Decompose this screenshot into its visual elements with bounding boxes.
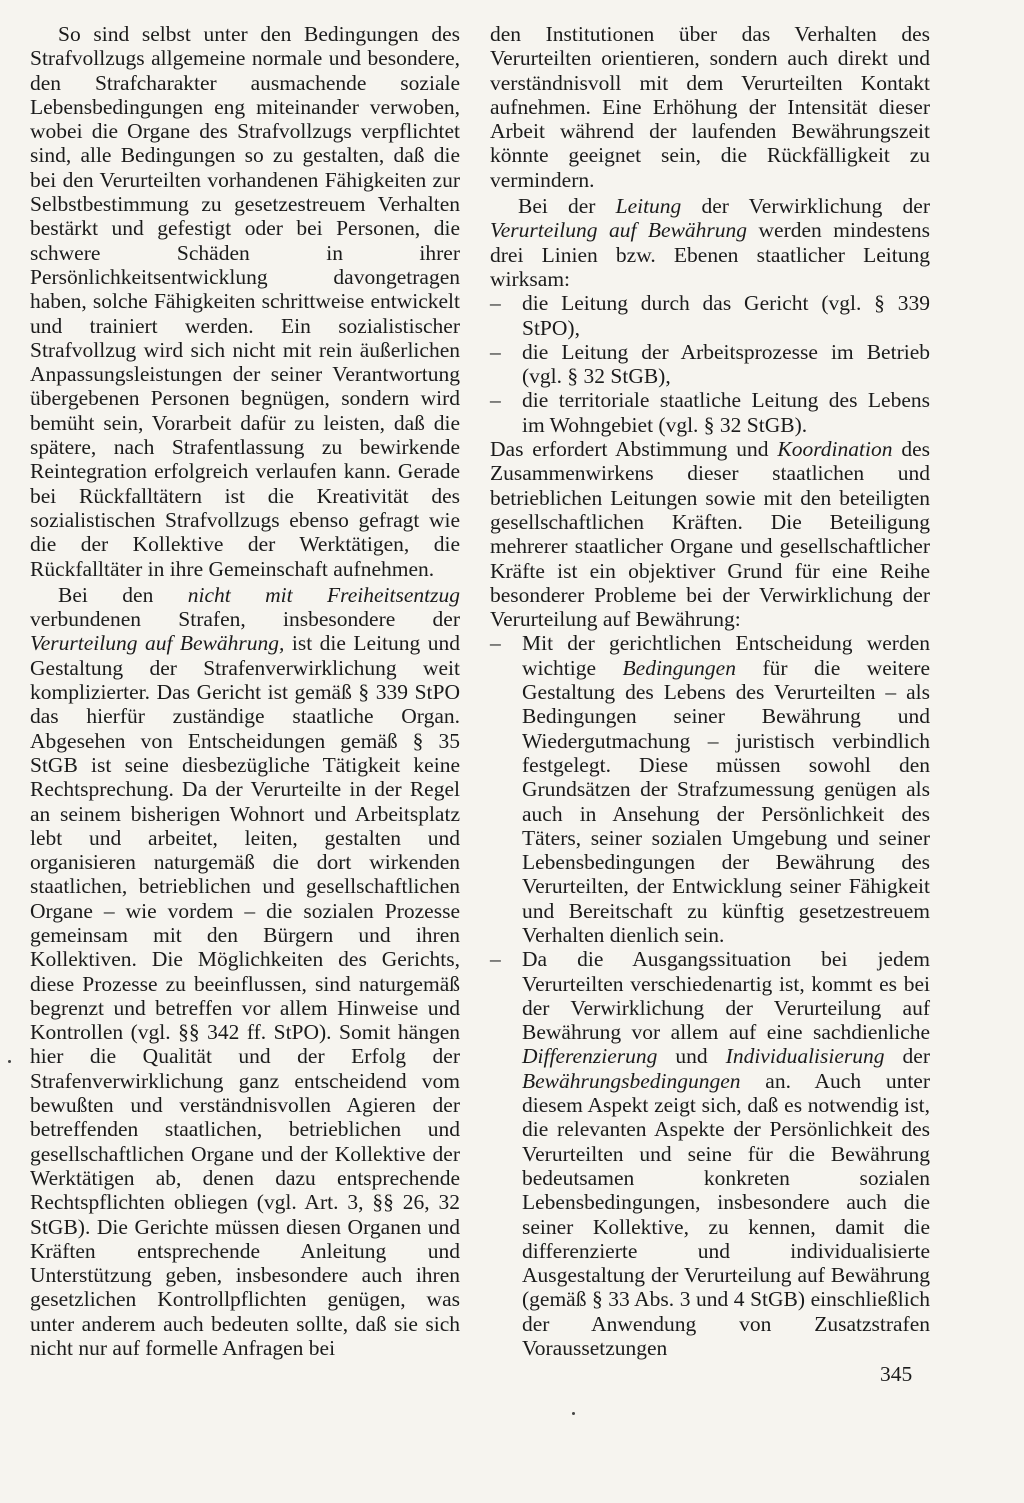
text-run: Bei der — [518, 194, 616, 219]
list-item — [490, 631, 930, 947]
emphasis: Leitung — [615, 194, 682, 219]
scan-speck — [572, 1412, 575, 1415]
text-run: des Zusammenwirkens dieser staatlichen und betrieblichen Leitungen sowie mit den beteiligten gesellschaftlichen Kräften. Die Beteiligung mehrerer staatlicher Organe und gesellschaftlicher Kräfte ist ein objektiver Grund für eine Reihe besonderer Probleme bei der Verwirklichung der Verurteilung auf Bewährung: — [490, 437, 930, 632]
text-run: der — [884, 1044, 931, 1069]
list-item — [490, 947, 930, 1360]
paragraph — [30, 583, 460, 1361]
emphasis: Verurteilung auf Bewährung — [490, 218, 748, 243]
emphasis: Bewährungsbedingungen — [522, 1068, 741, 1093]
emphasis: Individualisierung — [725, 1044, 885, 1069]
emphasis: nicht mit Freiheitsentzug — [187, 582, 461, 607]
emphasis: Differenzierung — [522, 1044, 658, 1069]
paragraph — [490, 437, 930, 631]
right-column — [490, 22, 930, 1360]
emphasis: Bedingungen — [622, 655, 736, 680]
text-run: der Verwirklichung der — [681, 194, 931, 219]
problems-list — [490, 631, 930, 1360]
emphasis: Verurteilung auf Bewährung, — [30, 631, 285, 656]
list-item: – die Leitung durch das Gericht (vgl. § 339 StPO), — [490, 291, 930, 340]
paragraph: den Institutionen über das Verhalten des Verurteilten orientieren, sondern auch direkt und verständnisvoll mit dem Verurteilten Kontakt aufnehmen. Eine Erhöhung der Intensität dieser Arbeit während der laufenden Bewährungszeit könnte geeignet sein, die Rückfälligkeit zu vermindern. — [490, 22, 930, 192]
paragraph — [490, 194, 930, 291]
text-run: für die weitere Gestaltung des Lebens des Verurteilten – als Bedingungen seiner Bewährung und Wiedergutmachung – juristisch verbindlich festgelegt. Diese müssen sowohl den Grundsätzen der Strafzumessung genügen als auch in Ansehung der Persönlichkeit des Täters, seiner sozialen Umgebung und seiner Lebensbedingungen der Bewährung des Verurteilten, der Entwicklung seiner Fähigkeit und Bereitschaft zu künftig gesetzestreuem Verhalten dienlich sein. — [522, 655, 930, 947]
text-run: verbundenen Strafen, insbesondere der — [30, 607, 460, 632]
text-run: Das erfordert Abstimmung und — [490, 437, 778, 462]
list-item: – die territoriale staatliche Leitung des Lebens im Wohngebiet (vgl. § 32 StGB). — [490, 388, 930, 437]
paragraph: So sind selbst unter den Bedingungen des Strafvollzugs allgemeine normale und besondere, den Strafcharakter ausmachende soziale Lebensbedingungen eng miteinander verwoben, wobei die Organe des Strafvollzugs verpflichtet sind, alle Bedingungen so zu gestalten, daß die bei den Verurteilten vorhandenen Fähigkeiten zur Selbstbestimmung zu gesetzestreuem Verhalten bestärkt und gefestigt oder bei Personen, die schwere Schäden in ihrer Persönlichkeitsentwicklung davongetragen haben, solche Fähigkeiten schrittweise entwickelt und trainiert werden. Ein sozialistischer Strafvollzug wird sich nicht mit rein äußerlichen Anpassungsleistungen der seiner Verantwortung übergebenen Personen begnügen, sondern wird bemüht sein, Vorarbeit dafür zu leisten, daß die spätere, nach Strafentlassung zu bewirkende Reintegration erfolgreich verlaufen kann. Gerade bei Rückfalltätern ist die Kreativität des sozialistischen Strafvollzugs ebenso gefragt wie die der Kollektive der Werktätigen, die Rückfalltäter in ihre Gemeinschaft aufnehmen. — [30, 22, 460, 581]
leadership-lines-list — [490, 291, 930, 437]
text-run: Da die Ausgangssituation bei jedem Verurteilten verschiedenartig ist, kommt es bei der Verwirklichung der Verurteilung auf Bewährung vor allem auf eine sachdienliche — [522, 947, 930, 1045]
list-item: – die Leitung der Arbeitsprozesse im Betrieb (vgl. § 32 StGB), — [490, 340, 930, 389]
scan-speck — [8, 1060, 11, 1063]
left-column — [30, 22, 460, 1360]
text-run: an. Auch unter diesem Aspekt zeigt sich, daß es notwendig ist, die relevanten Aspekte der Persönlichkeit des Verurteilten und seine für die Bewährung bedeutsamen konkreten sozialen Lebensbedingungen, insbesondere auch die seiner Kollektive, zu kennen, damit die differenzierte und individualisierte Ausgestaltung der Verurteilung auf Bewährung (gemäß § 33 Abs. 3 und 4 StGB) einschließlich der Anwendung von Zusatzstrafen Voraussetzungen — [522, 1068, 930, 1361]
text-run: ist die Leitung und Gestaltung der Strafenverwirklichung weit komplizierter. Das Gericht ist gemäß § 339 StPO das hierfür zuständige staatliche Organ. Abgesehen von Entscheidungen gemäß § 35 StGB ist seine diesbezügliche Tätigkeit keine Rechtsprechung. Da der Verurteilte in der Regel an seinem bisherigen Wohnort und Arbeitsplatz lebt und arbeitet, leiten, gestalten und organisieren naturgemäß die dort wirkenden staatlichen, betrieblichen und gesellschaftlichen Organe – wie vordem – die sozialen Prozesse gemeinsam mit den Bürgern und ihren Kollektiven. Die Möglichkeiten des Gerichts, diese Prozesse zu beeinflussen, sind naturgemäß begrenzt und betreffen vor allem Hinweise und Kontrollen (vgl. §§ 342 ff. StPO). Somit hängen hier die Qualität und der Erfolg der Strafenverwirklichung ganz entscheidend vom bewußten und verständnisvollen Agieren der betreffenden staatlichen, betrieblichen und gesellschaftlichen Organe und der Kollektive der Werktätigen ab, denen dazu entsprechende Rechtspflichten obliegen (vgl. Art. 3, §§ 26, 32 StGB). Die Gerichte müssen diesen Organen und Kräften entsprechende Anleitung und Unterstützung geben, insbesondere auch ihren gesetzlichen Kontrollpflichten genügen, was unter anderem auch bedeuten sollte, daß sie sich nicht nur auf formelle Anfragen bei — [30, 631, 460, 1361]
text-run: Mit der gerichtlichen Entscheidung werden wichtige — [522, 631, 930, 680]
emphasis: Koordination — [777, 437, 893, 462]
page-number: 345 — [880, 1362, 913, 1386]
text-run: Bei den — [58, 582, 188, 607]
text-run: und — [657, 1044, 726, 1069]
text-run: werden mindestens drei Linien bzw. Ebenen staatlicher Leitung wirksam: — [490, 218, 930, 291]
